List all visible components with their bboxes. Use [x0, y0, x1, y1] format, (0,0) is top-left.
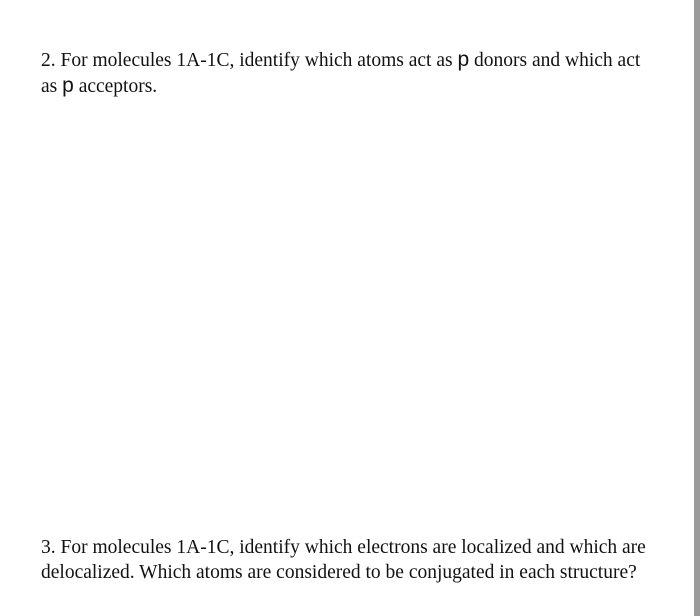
pi-symbol: p [457, 48, 470, 71]
page-edge-bar [694, 0, 700, 616]
question-2-text-part1: 2. For molecules 1A-1C, identify which atoms act as [41, 50, 458, 71]
question-3: 3. For molecules 1A-1C, identify which electrons are localized and which are delocalized. Which atoms are considered to be conjugated in each structure? [41, 537, 646, 583]
question-2-text-part2: donors and which act as [41, 50, 641, 97]
question-2-text-part3: acceptors. [73, 75, 158, 97]
question-2 [41, 48, 661, 99]
pi-symbol: p [62, 73, 74, 97]
